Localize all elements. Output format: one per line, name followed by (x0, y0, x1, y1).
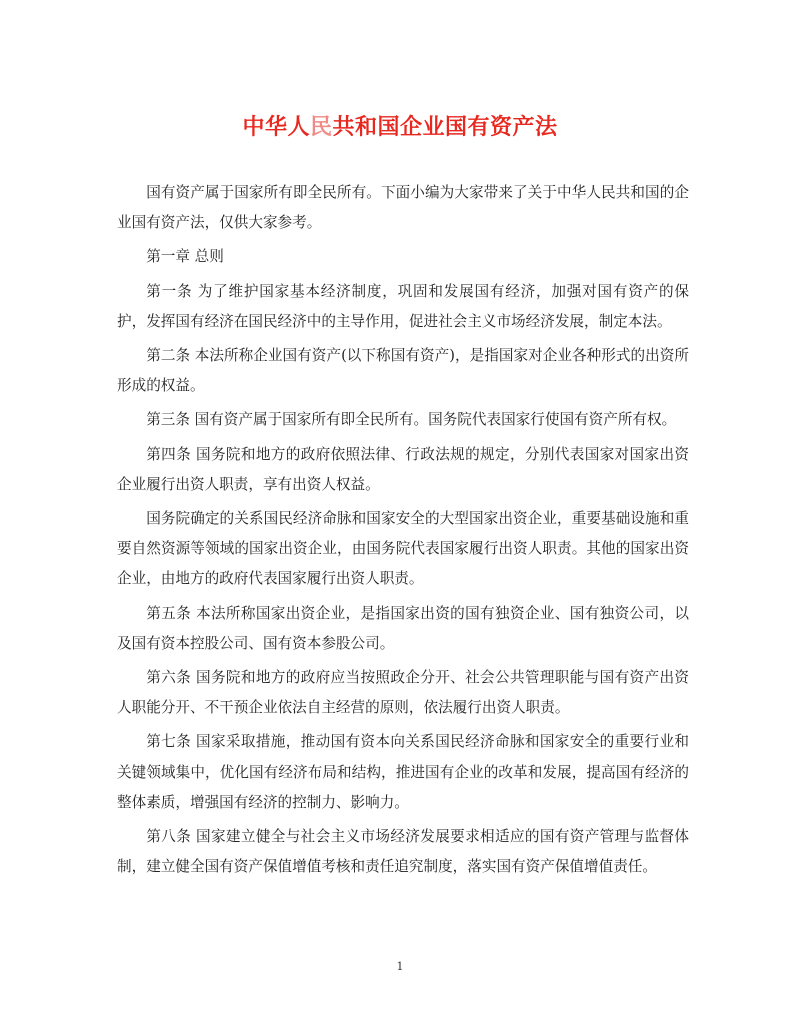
article-2: 第二条 本法所称企业国有资产(以下称国有资产)，是指国家对企业各种形式的出资所形成的权益。 (117, 347, 689, 395)
title-part-3: 共和国企业国有资产法 (332, 114, 558, 140)
article-3: 第三条 国有资产属于国家所有即全民所有。国务院代表国家行使国有资产所有权。 (146, 411, 677, 429)
article-8: 第八条 国家建立健全与社会主义市场经济发展要求相适应的国有资产管理与监督体制，建立健全国有资产保值增值考核和责任追究制度，落实国有资产保值增值责任。 (117, 828, 689, 876)
page-number: 1 (396, 960, 404, 973)
document-body (117, 178, 689, 886)
article-4: 第四条 国务院和地方的政府依照法律、行政法规的规定，分别代表国家对国家出资企业履行出资人职责，享有出资人权益。 (117, 445, 689, 493)
article-1: 第一条 为了维护国家基本经济制度，巩固和发展国有经济，加强对国有资产的保护，发挥国有经济在国民经济中的主导作用，促进社会主义市场经济发展，制定本法。 (117, 282, 689, 330)
article-6: 第六条 国务院和地方的政府应当按照政企分开、社会公共管理职能与国有资产出资人职能分开、不干预企业依法自主经营的原则，依法履行出资人职责。 (117, 669, 689, 717)
title-part-1: 中华人 (242, 114, 310, 140)
document-title (0, 110, 800, 141)
paragraph-intro: 国有资产属于国家所有即全民所有。下面小编为大家带来了关于中华人民共和国的企业国有资产法，仅供大家参考。 (117, 184, 689, 232)
article-4-continued: 国务院确定的关系国民经济命脉和国家安全的大型国家出资企业，重要基础设施和重要自然资源等领域的国家出资企业，由国务院代表国家履行出资人职责。其他的国家出资企业，由地方的政府代表国家履行出资人职责。 (117, 510, 689, 588)
article-7: 第七条 国家采取措施，推动国有资本向关系国民经济命脉和国家安全的重要行业和关键领域集中，优化国有经济布局和结构，推进国有企业的改革和发展，提高国有经济的整体素质，增强国有经济的控制力、影响力。 (117, 733, 689, 811)
title-part-2: 民 (309, 114, 333, 140)
chapter-heading: 第一章 总则 (146, 248, 224, 266)
article-5: 第五条 本法所称国家出资企业，是指国家出资的国有独资企业、国有独资公司，以及国有资本控股公司、国有资本参股公司。 (117, 604, 689, 652)
